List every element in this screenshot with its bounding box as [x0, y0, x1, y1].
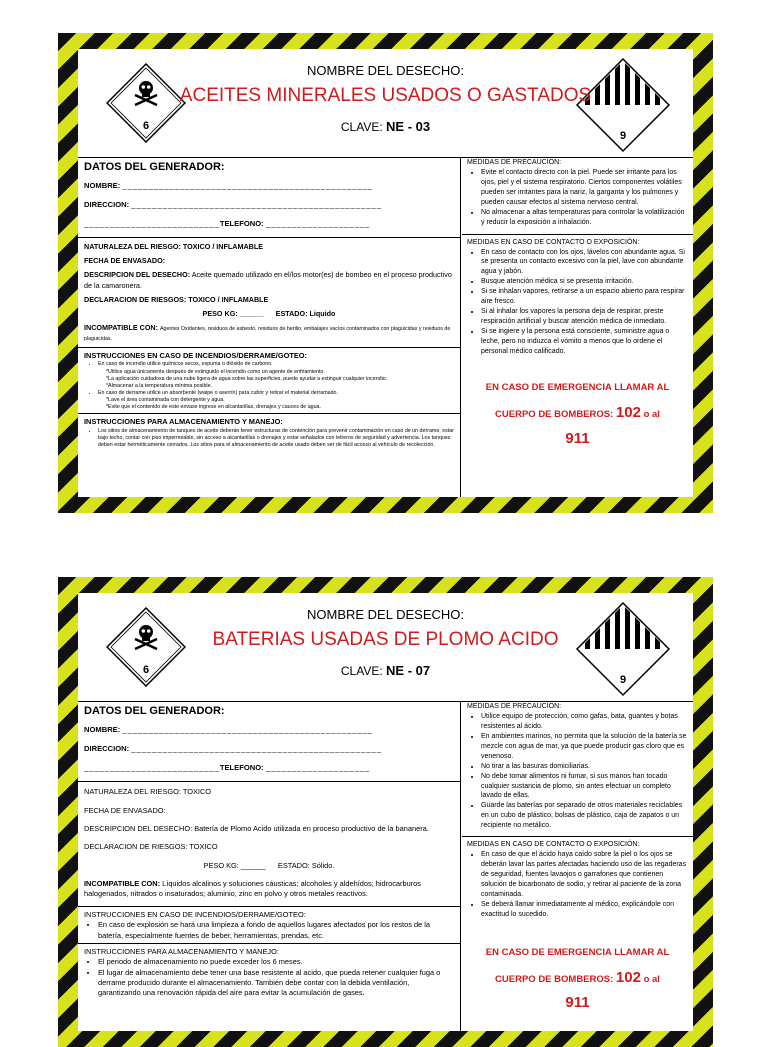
emergency-number: 911	[565, 994, 590, 1012]
list-item: • El lugar de almacenamiento debe tener una base resistente al acido, que pueda retener cualquier fuga o derrame producido durante el almacenamiento. También debe contar con la debida ventilación, garantizando una renovación rápida del aire para evitar la acumulación de gases.	[98, 968, 454, 999]
precaution-title: MEDIDAS DE PRECAUCIÓN:	[467, 703, 562, 710]
diamond-number: 6	[142, 664, 150, 676]
weight-state	[84, 861, 454, 871]
waste-code	[78, 663, 693, 678]
label-body	[78, 49, 693, 497]
incompatible	[84, 879, 454, 900]
incompatible-label: INCOMPATIBLE CON:	[84, 322, 158, 332]
address-line-2: __________________________	[84, 762, 220, 772]
generator-title: DATOS DEL GENERADOR:	[84, 705, 225, 717]
phone-label: TELEFONO:	[219, 762, 264, 772]
label-body	[78, 593, 693, 1031]
list-item: • No tirar a las basuras domiciliarias.	[481, 762, 688, 772]
address-line: ________________________________________________	[131, 200, 382, 210]
waste-title: ACEITES MINERALES USADOS O GASTADOS	[179, 85, 592, 106]
right-column	[462, 158, 693, 497]
packaging-date: FECHA DE ENVASADO:	[84, 256, 166, 266]
risk-nature: NATURALEZA DEL RIESGO: TOXICO	[84, 787, 212, 797]
name-label: NOMBRE:	[84, 725, 121, 735]
fire-spill-title: INSTRUCCIONES EN CASO DE INCENDIOS/DERRAME/GOTEO:	[84, 909, 306, 919]
list-item: • No debe tomar alimentos ni fumar, si sus manos han tocado cualquier sustancia de plomo, sin antes efectuar un completo lavado de ellas.	[481, 772, 688, 802]
fire-spill-list	[84, 920, 454, 941]
contact-list	[467, 850, 688, 920]
left-column	[78, 702, 461, 1031]
emergency-line-1: EN CASO DE EMERGENCIA LLAMAR AL	[485, 946, 670, 958]
contact-title: MEDIDAS EN CASO DE CONTACTO O EXPOSICIÓN:	[467, 841, 640, 849]
address-label: DIRECCION:	[84, 744, 130, 754]
packaging-date: FECHA DE ENVASADO:	[84, 805, 166, 815]
description-label: DESCRIPCION DEL DESECHO:	[84, 823, 193, 833]
list-item: • Evite el contacto directo con la piel. Puede ser irritante para los ojos, piel y el sistema respiratorio. Ciertos componentes volátiles pueden ser irritantes para la nariz, la garganta y los pulmones y pueden causar efectos al sistema nervioso central.	[481, 168, 688, 208]
right-column	[462, 702, 693, 1031]
list-item: • Si al inhalar los vapores la persona deja de respirar, preste respiración artificial y buscar atención médica de inmediato.	[481, 307, 688, 327]
contact-title: MEDIDAS EN CASO DE CONTACTO O EXPOSICIÓN:	[467, 238, 640, 246]
class-number: 9	[619, 674, 627, 686]
waste-description	[84, 824, 454, 834]
list-item: • En caso de incendio utilice químicos secos, espuma o dióxido de carbono.	[98, 361, 454, 368]
fire-spill-list	[84, 361, 454, 368]
emergency-line-2-text: CUERPO DE BOMBEROS:	[495, 409, 614, 421]
emergency-line-2	[467, 402, 688, 423]
list-item: • En caso de que el ácido haya caído sobre la piel o los ojos se deberán lavar las partes afectadas haciendo uso de las regaderas de seguridad, fuentes lavaojos o garrafones que contienen solución de bicarbonato de sodio, y retirar al paciente de la zona contaminada.	[481, 850, 688, 900]
description-text: Batería de Plomo Acido utilizada en proceso productivo de la bananera.	[194, 823, 429, 833]
emergency-line-1: EN CASO DE EMERGENCIA LLAMAR AL	[485, 381, 670, 393]
emergency-line-2-text: CUERPO DE BOMBEROS:	[495, 974, 614, 986]
name-line: ________________________________________________	[122, 725, 374, 735]
list-item: • En ambientes marinos, no permita que la solución de la batería se mezcle con agua de mar, ya que puede producir gas cloro que es venenoso.	[481, 732, 688, 762]
phone-line: ____________________	[265, 218, 371, 228]
fire-spill-title: INSTRUCCIONES EN CASO DE INCENDIOS/DERRAME/GOTEO:	[84, 351, 307, 361]
name-line: ________________________________________________	[122, 181, 374, 191]
list-item: • En caso de derrame utilice un absorbente (waipe o aserrín) para cubrir y retirar el material derramado.	[98, 390, 454, 397]
weight-label: PESO KG: ______	[202, 308, 264, 318]
list-item: • Busque atención médica si se presenta irritación.	[481, 277, 688, 287]
incompatible	[84, 323, 454, 343]
list-item: • En caso de explosión se hará una limpieza a fondo de aquellos lugares afectados por los restos de la batería, especialmente fuentes de beber, herramientas, prendas, etc.	[98, 920, 454, 941]
generator-address-field	[84, 744, 454, 755]
diamond-number: 6	[142, 120, 150, 132]
emergency-line-2	[467, 967, 688, 988]
risk-declaration: DECLARACION DE RIESGOS: TOXICO	[84, 842, 218, 852]
waste-name-heading: NOMBRE DEL DESECHO:	[307, 607, 464, 622]
emergency-block	[467, 946, 688, 1014]
or-text: o al	[643, 409, 660, 421]
left-column	[78, 158, 461, 497]
incompatible-text: Líquidos alcalinos y soluciones cáusticas; alcoholes y aldehídos; hidrocarburos halogenados, nitrados o insaturados; aluminio, zinc en polvo y otros metales reactivos.	[84, 879, 421, 899]
list-item: • El periodo de almacenamiento no puede exceder los 6 meses.	[98, 957, 454, 967]
list-item: *Evite que el contenido de este envase ingrese en alcantarillas, drenajes y cauces de agua.	[106, 404, 321, 411]
emergency-number: 911	[565, 429, 590, 447]
storage-title: INSTRUCCIONES PARA ALMACENAMIENTO Y MANEJO:	[84, 417, 283, 427]
code-label: CLAVE:	[340, 664, 383, 678]
code-label: CLAVE:	[340, 120, 383, 134]
list-item: • Guarde las baterías por separado de otros materiales reciclables en un cubo de plástico, bolsas de plástico, caja de zapatos o un recipiente no metálico.	[481, 801, 688, 831]
fire-dept-number: 102	[615, 969, 641, 987]
fire-spill-list-2	[84, 390, 454, 397]
list-item: • No almacenar a altas temperaturas para controlar la volatilización y reducir la exposición a inhalación.	[481, 208, 688, 228]
emergency-block	[467, 381, 688, 449]
address-line: ________________________________________________	[131, 744, 382, 754]
storage-list	[84, 957, 454, 998]
list-item: • En caso de contacto con los ojos, lávelos con abundante agua. Si se presenta un contacto excesivo con la piel, lave con abundante agua y jabón.	[481, 248, 688, 278]
list-item: • Los sitios de almacenamiento de tanques de aceite deberán tener estructuras de contención para prevenir contaminación en caso de un derrame, estar bajo techo, contar con piso impermeable, sin acceso a alcantarillas o drenajes y estar señalados con letreros de seguridad y advertencia. Los tanques deben estar herméticamente cerrados. Los sitios para el almacenamiento de aceite usado deben ser de fácil acceso al vehículo de recolección.	[98, 428, 454, 449]
storage-title: INSTRUCCIONES PARA ALMACENAMIENTO Y MANEJO:	[84, 946, 279, 956]
description-label: DESCRIPCION DEL DESECHO:	[84, 270, 191, 280]
list-item: • Se deberá llamar inmediatamente al médico, explicándole con exactitud lo sucedido.	[481, 900, 688, 920]
contact-list	[467, 248, 688, 357]
label-header	[78, 593, 693, 702]
label-header	[78, 49, 693, 158]
generator-title: DATOS DEL GENERADOR:	[84, 161, 225, 173]
weight-label: PESO KG: ______	[203, 860, 266, 870]
list-item: *Almacenar a la temperatura mínima posible.	[106, 382, 212, 389]
name-label: NOMBRE:	[84, 181, 121, 191]
code-value: NE - 03	[386, 119, 431, 134]
address-label: DIRECCION:	[84, 200, 130, 210]
generator-phone-field	[84, 763, 454, 774]
phone-line: ____________________	[265, 762, 371, 772]
waste-title: BATERIAS USADAS DE PLOMO ACIDO	[212, 629, 559, 650]
list-item: • Si se ingiere y la persona está consciente, suministre agua o leche, pero no induzca el vómito a menos que lo ordene el personal médico calificado.	[481, 327, 688, 357]
state-label: ESTADO: Liquido	[275, 308, 336, 318]
waste-name-heading: NOMBRE DEL DESECHO:	[307, 63, 464, 78]
risk-declaration: DECLARACION DE RIESGOS: TOXICO / INFLAMABLE	[84, 294, 269, 304]
storage-list	[84, 428, 454, 449]
phone-label: TELEFONO:	[219, 218, 264, 228]
list-item: • Utilice equipo de protección, como gafas, bata, guantes y botas resistentes al ácido.	[481, 712, 688, 732]
incompatible-text: Agentes Oxidantes, residuos de asbesto, residuos de berilio, embalajes vacíos contaminados con plaguicidas y residuos de plaguicidas.	[84, 325, 451, 342]
or-text: o al	[643, 974, 660, 986]
list-item: *La aplicación cuidadosa de una nube ligera de agua sobre las superficies, puede ayudar a extinguir cualquier incendio.	[106, 375, 388, 382]
precaution-title: MEDIDAS DE PRECAUCIÓN:	[467, 159, 562, 166]
state-label: ESTADO: Sólido.	[277, 860, 335, 870]
waste-code	[78, 119, 693, 134]
precaution-list	[467, 168, 688, 228]
risk-nature: NATURALEZA DEL RIESGO: TOXICO / INFLAMABLE	[84, 242, 264, 252]
waste-label-baterias	[58, 577, 713, 1047]
list-item: *Lave el área contaminada con detergente y agua.	[106, 397, 225, 404]
precaution-list	[467, 712, 688, 831]
address-line-2: __________________________	[84, 218, 220, 228]
weight-state	[84, 309, 454, 319]
generator-address-field	[84, 200, 454, 211]
list-item: • Si se inhalan vapores, retírarse a un espacio abierto para respirar aire fresco.	[481, 287, 688, 307]
description-text: Aceite quemado utilizado en el/los motor(es) de bombeo en el proceso productivo de la camaronera.	[84, 270, 452, 290]
generator-name-field	[84, 181, 454, 192]
waste-label-aceites	[58, 33, 713, 513]
code-value: NE - 07	[386, 663, 431, 678]
generator-name-field	[84, 725, 454, 736]
list-item: *Utilice agua únicamente después de extinguido el incendio como un agente de enfriamiento.	[106, 368, 325, 375]
fire-dept-number: 102	[615, 404, 641, 422]
incompatible-label: INCOMPATIBLE CON:	[84, 879, 161, 889]
generator-phone-field	[84, 219, 454, 230]
waste-description	[84, 270, 454, 290]
class-number: 9	[619, 130, 627, 142]
